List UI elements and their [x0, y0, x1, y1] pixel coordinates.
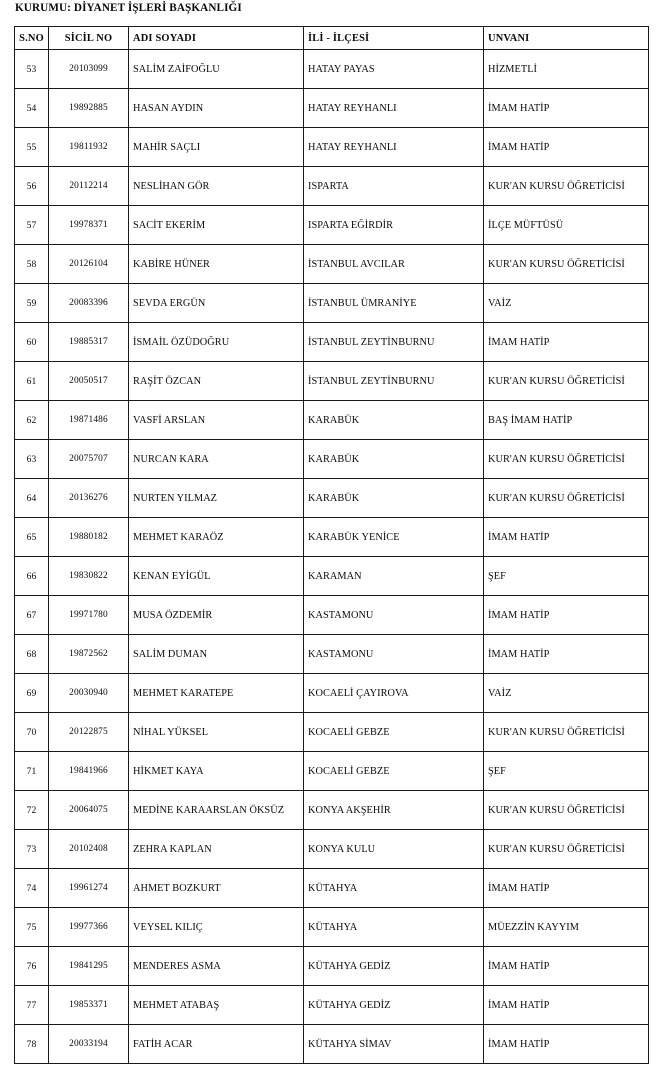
cell-il: KÜTAHYA GEDİZ	[304, 947, 484, 986]
cell-sicil: 20102408	[49, 830, 129, 869]
cell-unvan: KUR'AN KURSU ÖĞRETİCİSİ	[484, 362, 649, 401]
column-header-adi-soyadi: ADI SOYADI	[129, 27, 304, 50]
cell-ad: MEHMET ATABAŞ	[129, 986, 304, 1025]
table-row	[15, 635, 649, 674]
cell-sno: 61	[15, 362, 49, 401]
cell-sicil: 19971780	[49, 596, 129, 635]
cell-ad: HİKMET KAYA	[129, 752, 304, 791]
cell-sicil: 20136276	[49, 479, 129, 518]
cell-ad: SACİT EKERİM	[129, 206, 304, 245]
cell-ad: MEHMET KARAÖZ	[129, 518, 304, 557]
cell-unvan: BAŞ İMAM HATİP	[484, 401, 649, 440]
cell-sno: 77	[15, 986, 49, 1025]
cell-unvan: İMAM HATİP	[484, 596, 649, 635]
cell-sicil: 20122875	[49, 713, 129, 752]
cell-sno: 63	[15, 440, 49, 479]
cell-il: KASTAMONU	[304, 635, 484, 674]
cell-unvan: KUR'AN KURSU ÖĞRETİCİSİ	[484, 440, 649, 479]
cell-il: KARABÜK	[304, 401, 484, 440]
cell-ad: SALİM DUMAN	[129, 635, 304, 674]
column-header-sicil: SİCİL NO	[49, 27, 129, 50]
table-row	[15, 401, 649, 440]
cell-sno: 66	[15, 557, 49, 596]
cell-il: KÜTAHYA SİMAV	[304, 1025, 484, 1064]
personnel-table	[14, 26, 649, 1064]
cell-sicil: 20050517	[49, 362, 129, 401]
cell-sno: 53	[15, 50, 49, 89]
cell-il: KARABÜK	[304, 479, 484, 518]
cell-sno: 75	[15, 908, 49, 947]
table-row	[15, 869, 649, 908]
cell-il: KARAMAN	[304, 557, 484, 596]
cell-sicil: 19892885	[49, 89, 129, 128]
table-row	[15, 167, 649, 206]
cell-unvan: KUR'AN KURSU ÖĞRETİCİSİ	[484, 245, 649, 284]
cell-ad: AHMET BOZKURT	[129, 869, 304, 908]
cell-ad: ZEHRA KAPLAN	[129, 830, 304, 869]
cell-il: İSTANBUL AVCILAR	[304, 245, 484, 284]
cell-sicil: 20033194	[49, 1025, 129, 1064]
cell-il: İSTANBUL ZEYTİNBURNU	[304, 323, 484, 362]
table-row	[15, 752, 649, 791]
table-row	[15, 362, 649, 401]
table-row	[15, 440, 649, 479]
table-row	[15, 50, 649, 89]
cell-ad: VASFİ ARSLAN	[129, 401, 304, 440]
cell-il: HATAY REYHANLI	[304, 89, 484, 128]
cell-il: İSTANBUL ZEYTİNBURNU	[304, 362, 484, 401]
cell-ad: KABİRE HÜNER	[129, 245, 304, 284]
cell-sno: 65	[15, 518, 49, 557]
cell-il: KOCAELİ ÇAYIROVA	[304, 674, 484, 713]
cell-sicil: 19977366	[49, 908, 129, 947]
cell-sno: 76	[15, 947, 49, 986]
cell-ad: SEVDA ERGÜN	[129, 284, 304, 323]
cell-il: HATAY REYHANLI	[304, 128, 484, 167]
cell-sicil: 19841966	[49, 752, 129, 791]
cell-unvan: HİZMETLİ	[484, 50, 649, 89]
cell-unvan: KUR'AN KURSU ÖĞRETİCİSİ	[484, 713, 649, 752]
cell-ad: MUSA ÖZDEMİR	[129, 596, 304, 635]
column-header-sno: S.NO	[15, 27, 49, 50]
cell-sno: 59	[15, 284, 49, 323]
cell-sno: 69	[15, 674, 49, 713]
table-row	[15, 557, 649, 596]
cell-il: KOCAELİ GEBZE	[304, 752, 484, 791]
column-header-ili-ilcesi: İLİ - İLÇESİ	[304, 27, 484, 50]
cell-unvan: MÜEZZİN KAYYIM	[484, 908, 649, 947]
cell-unvan: KUR'AN KURSU ÖĞRETİCİSİ	[484, 167, 649, 206]
cell-sicil: 20126104	[49, 245, 129, 284]
cell-sno: 56	[15, 167, 49, 206]
cell-sicil: 19880182	[49, 518, 129, 557]
cell-il: ISPARTA	[304, 167, 484, 206]
cell-il: İSTANBUL ÜMRANİYE	[304, 284, 484, 323]
cell-ad: MEDİNE KARAARSLAN ÖKSÜZ	[129, 791, 304, 830]
cell-il: KASTAMONU	[304, 596, 484, 635]
cell-unvan: VAİZ	[484, 674, 649, 713]
cell-unvan: İMAM HATİP	[484, 947, 649, 986]
table-header-row	[15, 27, 649, 50]
table-row	[15, 89, 649, 128]
cell-sicil: 20030940	[49, 674, 129, 713]
cell-unvan: İMAM HATİP	[484, 518, 649, 557]
cell-unvan: ŞEF	[484, 752, 649, 791]
cell-unvan: ŞEF	[484, 557, 649, 596]
cell-sicil: 19871486	[49, 401, 129, 440]
institution-heading: KURUMU: DİYANET İŞLERİ BAŞKANLIĞI	[15, 2, 242, 14]
cell-unvan: KUR'AN KURSU ÖĞRETİCİSİ	[484, 830, 649, 869]
cell-sicil: 20083396	[49, 284, 129, 323]
cell-il: KÜTAHYA GEDİZ	[304, 986, 484, 1025]
cell-unvan: VAİZ	[484, 284, 649, 323]
cell-il: KÜTAHYA	[304, 908, 484, 947]
cell-ad: İSMAİL ÖZÜDOĞRU	[129, 323, 304, 362]
cell-sno: 70	[15, 713, 49, 752]
cell-sicil: 19853371	[49, 986, 129, 1025]
cell-il: HATAY PAYAS	[304, 50, 484, 89]
table-row	[15, 713, 649, 752]
cell-ad: NURTEN YILMAZ	[129, 479, 304, 518]
cell-ad: NİHAL YÜKSEL	[129, 713, 304, 752]
cell-sicil: 19978371	[49, 206, 129, 245]
cell-ad: NURCAN KARA	[129, 440, 304, 479]
cell-unvan: İMAM HATİP	[484, 635, 649, 674]
table-row	[15, 596, 649, 635]
table-row	[15, 908, 649, 947]
cell-sno: 58	[15, 245, 49, 284]
table-row	[15, 791, 649, 830]
cell-il: KÜTAHYA	[304, 869, 484, 908]
table-row	[15, 284, 649, 323]
table-header	[15, 27, 649, 50]
cell-sicil: 19872562	[49, 635, 129, 674]
cell-sicil: 20075707	[49, 440, 129, 479]
cell-il: KARABÜK	[304, 440, 484, 479]
cell-sno: 72	[15, 791, 49, 830]
cell-il: KOCAELİ GEBZE	[304, 713, 484, 752]
table-row	[15, 479, 649, 518]
table-row	[15, 947, 649, 986]
cell-sno: 55	[15, 128, 49, 167]
cell-ad: MENDERES ASMA	[129, 947, 304, 986]
table-row	[15, 1025, 649, 1064]
cell-sno: 67	[15, 596, 49, 635]
cell-sno: 60	[15, 323, 49, 362]
cell-ad: RAŞİT ÖZCAN	[129, 362, 304, 401]
cell-sicil: 19811932	[49, 128, 129, 167]
table-row	[15, 245, 649, 284]
column-header-unvani: UNVANI	[484, 27, 649, 50]
cell-ad: KENAN EYİGÜL	[129, 557, 304, 596]
table-row	[15, 323, 649, 362]
table-row	[15, 986, 649, 1025]
table-body	[15, 50, 649, 1064]
cell-sicil: 20064075	[49, 791, 129, 830]
cell-unvan: İMAM HATİP	[484, 986, 649, 1025]
cell-il: ISPARTA EĞİRDİR	[304, 206, 484, 245]
cell-ad: NESLİHAN GÖR	[129, 167, 304, 206]
cell-ad: MEHMET KARATEPE	[129, 674, 304, 713]
cell-unvan: İMAM HATİP	[484, 1025, 649, 1064]
cell-ad: MAHİR SAÇLI	[129, 128, 304, 167]
table-row	[15, 128, 649, 167]
cell-sno: 54	[15, 89, 49, 128]
cell-sno: 64	[15, 479, 49, 518]
table-row	[15, 206, 649, 245]
cell-sno: 73	[15, 830, 49, 869]
cell-unvan: İMAM HATİP	[484, 89, 649, 128]
cell-unvan: KUR'AN KURSU ÖĞRETİCİSİ	[484, 791, 649, 830]
cell-ad: SALİM ZAİFOĞLU	[129, 50, 304, 89]
cell-il: KONYA KULU	[304, 830, 484, 869]
cell-il: KONYA AKŞEHİR	[304, 791, 484, 830]
cell-sicil: 20112214	[49, 167, 129, 206]
cell-sno: 78	[15, 1025, 49, 1064]
cell-sno: 57	[15, 206, 49, 245]
table-row	[15, 518, 649, 557]
cell-ad: VEYSEL KILIÇ	[129, 908, 304, 947]
cell-sno: 62	[15, 401, 49, 440]
cell-unvan: İMAM HATİP	[484, 869, 649, 908]
cell-unvan: İMAM HATİP	[484, 128, 649, 167]
cell-unvan: İLÇE MÜFTÜSÜ	[484, 206, 649, 245]
cell-unvan: KUR'AN KURSU ÖĞRETİCİSİ	[484, 479, 649, 518]
cell-ad: HASAN AYDIN	[129, 89, 304, 128]
cell-sicil: 19961274	[49, 869, 129, 908]
table-row	[15, 830, 649, 869]
cell-sno: 71	[15, 752, 49, 791]
cell-unvan: İMAM HATİP	[484, 323, 649, 362]
cell-sicil: 19885317	[49, 323, 129, 362]
cell-ad: FATİH ACAR	[129, 1025, 304, 1064]
cell-sicil: 19830822	[49, 557, 129, 596]
cell-sno: 68	[15, 635, 49, 674]
cell-sicil: 20103099	[49, 50, 129, 89]
cell-il: KARABÜK YENİCE	[304, 518, 484, 557]
cell-sicil: 19841295	[49, 947, 129, 986]
cell-sno: 74	[15, 869, 49, 908]
table-row	[15, 674, 649, 713]
